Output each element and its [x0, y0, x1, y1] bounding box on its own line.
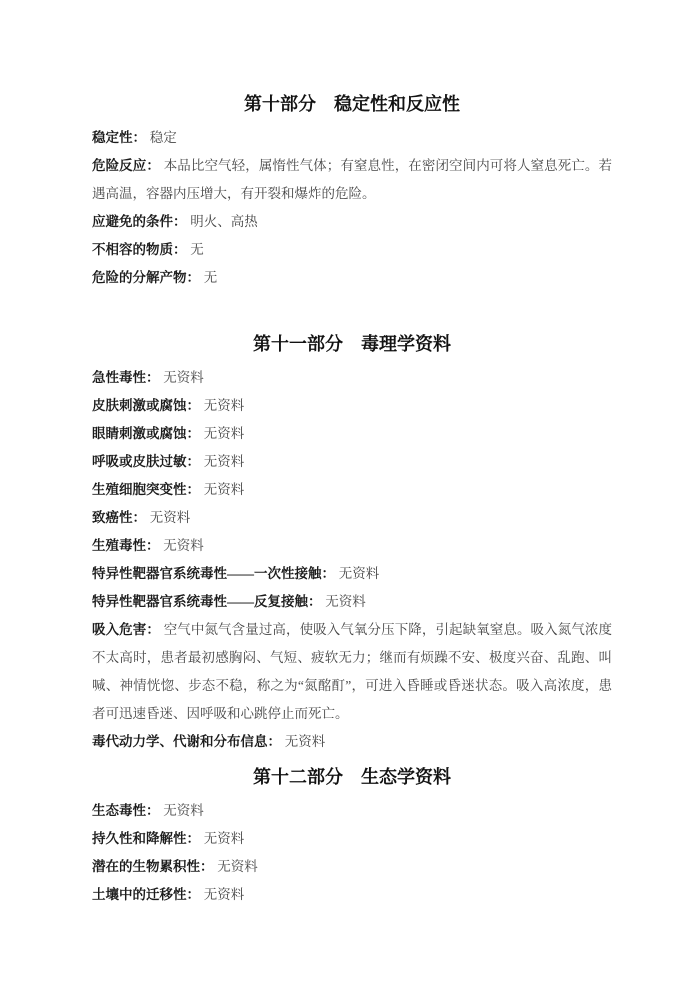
field-label: 急性毒性： — [92, 370, 160, 385]
field-value: 无资料 — [203, 426, 245, 441]
field-value: 无资料 — [217, 859, 258, 874]
field-row-bioaccumulative-potential — [92, 853, 612, 881]
field-value: 无资料 — [284, 734, 326, 749]
field-value: 无资料 — [338, 566, 380, 581]
field-value: 无 — [203, 270, 218, 285]
field-value: 稳定 — [149, 130, 177, 145]
field-row-hazardous-reactions — [92, 152, 612, 208]
field-value: 无资料 — [203, 482, 245, 497]
field-label: 呼吸或皮肤过敏： — [92, 454, 200, 469]
field-label: 吸入危害： — [92, 622, 160, 637]
field-label: 土壤中的迁移性： — [92, 887, 200, 902]
field-row-hazardous-decomposition — [92, 264, 612, 292]
field-row-persistence-degradability — [92, 825, 612, 853]
section-stability-reactivity — [92, 92, 612, 292]
section-toxicological-info — [92, 332, 612, 756]
field-value: 本品比空气轻，属惰性气体；有窒息性，在密闭空间内可将人窒息死亡。若遇高温，容器内压增大，有开裂和爆炸的危险。 — [92, 158, 612, 201]
field-value: 明火、高热 — [190, 214, 258, 229]
field-row-respiratory-skin-sensitization — [92, 448, 612, 476]
field-label: 持久性和降解性： — [92, 831, 200, 846]
field-label: 毒代动力学、代谢和分布信息： — [92, 734, 281, 749]
field-label: 应避免的条件： — [92, 214, 187, 229]
field-row-aspiration-hazard — [92, 616, 612, 728]
field-row-ecotoxicity — [92, 797, 612, 825]
field-row-conditions-to-avoid — [92, 208, 612, 236]
field-value: 无资料 — [203, 831, 245, 846]
field-row-carcinogenicity — [92, 504, 612, 532]
field-value: 无资料 — [149, 510, 191, 525]
section-title-part11: 第十一部分 毒理学资料 — [253, 334, 451, 354]
field-value: 无资料 — [163, 803, 204, 818]
field-row-mobility-in-soil — [92, 881, 612, 909]
field-label: 致癌性： — [92, 510, 146, 525]
field-label: 危险的分解产物： — [92, 270, 200, 285]
field-value: 无资料 — [203, 398, 245, 413]
field-label: 生殖毒性： — [92, 538, 160, 553]
field-label: 特异性靶器官系统毒性——反复接触： — [92, 594, 322, 609]
field-label: 稳定性： — [92, 130, 146, 145]
field-row-skin-irritation — [92, 392, 612, 420]
section-title-part10: 第十部分 稳定性和反应性 — [244, 94, 460, 114]
field-value: 空气中氮气含量过高，使吸入气氧分压下降，引起缺氧窒息。吸入氮气浓度不太高时，患者最初感胸闷、气短、疲软无力；继而有烦躁不安、极度兴奋、乱跑、叫喊、神情恍惚、步态不稳，称之为“氮酩酊”，可进入昏睡或昏迷状态。吸入高浓度，患者可迅速昏迷、因呼吸和心跳停止而死亡。 — [92, 622, 612, 721]
field-row-stability — [92, 124, 612, 152]
field-row-toxicokinetics — [92, 728, 612, 756]
field-value: 无 — [190, 242, 204, 257]
field-label: 皮肤刺激或腐蚀： — [92, 398, 200, 413]
field-label: 生态毒性： — [92, 803, 160, 818]
field-value: 无资料 — [203, 887, 245, 902]
field-label: 潜在的生物累积性： — [92, 859, 214, 874]
field-row-eye-irritation — [92, 420, 612, 448]
field-row-stot-single-exposure — [92, 560, 612, 588]
field-value: 无资料 — [203, 454, 245, 469]
field-row-incompatible-materials — [92, 236, 612, 264]
field-label: 危险反应： — [92, 158, 160, 173]
field-label: 特异性靶器官系统毒性——一次性接触： — [92, 566, 335, 581]
field-row-reproductive-toxicity — [92, 532, 612, 560]
section-ecological-info — [92, 765, 612, 909]
field-label: 不相容的物质： — [92, 242, 187, 257]
field-row-germ-cell-mutagenicity — [92, 476, 612, 504]
section-title-part12: 第十二部分 生态学资料 — [253, 767, 451, 787]
field-value: 无资料 — [163, 538, 204, 553]
field-row-stot-repeated-exposure — [92, 588, 612, 616]
field-value: 无资料 — [325, 594, 366, 609]
field-row-acute-toxicity — [92, 364, 612, 392]
field-label: 生殖细胞突变性： — [92, 482, 200, 497]
field-label: 眼睛刺激或腐蚀： — [92, 426, 200, 441]
field-value: 无资料 — [163, 370, 204, 385]
